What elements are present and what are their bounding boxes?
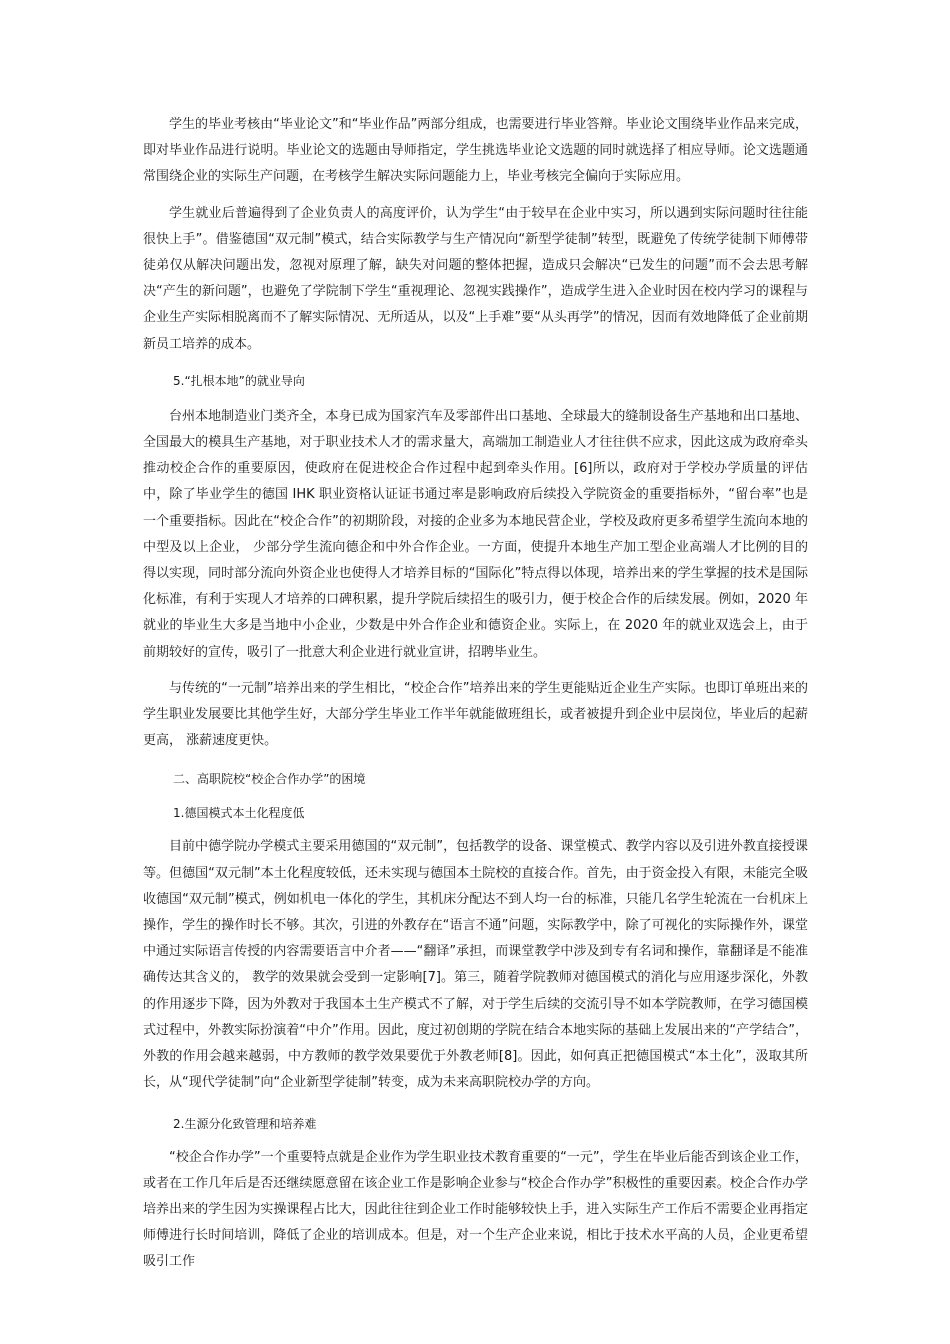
paragraph-employer-evaluation: 学生就业后普遍得到了企业负责人的高度评价，认为学生“由于较早在企业中实习，所以遇到实际问题时往往能很快上手”。借鉴德国“双元制”模式，结合实际教学与生产情况向“新型学徒制”转型，既避免了传统学徒制下师傅带徒弟仅从解决问题出发，忽视对原理了解，缺失对问题的整体把握，造成只会解决“已发生的问题”而不会去思考解决“产生的新问题”，也避免了学院制下学生“重视理论、忽视实践操作”，造成学生进入企业时因在校内学习的课程与企业生产实际相脱离而不了解实际情况、无所适从，以及“上手难”要“从头再学”的情况，因而有效地降低了企业前期新员工培养的成本。 [143,205,808,352]
subsection-heading-student-differentiation: 2.生源分化致管理和培养难 [173,1116,317,1131]
paragraph-school-enterprise: “校企合作办学”一个重要特点就是企业作为学生职业技术教育重要的“一元”，学生在毕业后能否到该企业工作，或者在工作几年后是否还继续愿意留在该企业工作是影响企业参与“校企合作办学”积极性的重要因素。校企合作办学培养出来的学生因为实操课程占比大，因此往往到企业工作时能够较快上手，进入实际生产工作后不需要企业再指定师傅进行长时间培训，降低了企业的培训成本。但是，对一个生产企业来说，相比于技术水平高的人员，企业更希望吸引工作 [143,1149,808,1270]
document-page [143,112,808,1276]
paragraph-graduation-assessment: 学生的毕业考核由“毕业论文”和“毕业作品”两部分组成，也需要进行毕业答辩。毕业论文围绕毕业作品来完成，即对毕业作品进行说明。毕业论文的选题由导师指定，学生挑选毕业论文选题的同时就选择了相应导师。论文选题通常围绕企业的实际生产问题，在考核学生解决实际问题能力上，毕业考核完全偏向于实际应用。 [143,117,808,185]
section-heading-local-employment: 5.“扎根本地”的就业导向 [173,373,305,388]
subsection-heading-localization: 1.德国模式本土化程度低 [173,806,305,821]
paragraph-german-model: 目前中德学院办学模式主要采用德国的“双元制”，包括教学的设备、课堂模式、教学内容以及引进外教直接授课等。但德国“双元制”本土化程度较低，还未实现与德国本土院校的直接合作。首先，由于资金投入有限，未能完全吸收德国“双元制”模式，例如机电一体化的学生，其机床分配达不到人均一台的标准，只能几名学生轮流在一台机床上操作，学生的操作时长不够。其次，引进的外教存在“语言不通”问题，实际教学中，除了可视化的实际操作外，课堂中通过实际语言传授的内容需要语言中介者——“翻译”承担，而课堂教学中涉及到专有名词和操作，靠翻译是不能准确传达其含义的， 教学的效果就会受到一定影响[7]。第三，随着学院教师对德国模式的消化与应用逐步深化，外教的作用逐步下降，因为外教对于我国本土生产模式不了解，对于学生后续的交流引导不如本学院教师，在学习德国模式过程中，外教实际扮演着“中介”作用。因此，度过初创期的学院在结合本地实际的基础上发展出来的“产学结合”，外教的作用会越来越弱，中方教师的教学效果要优于外教老师[8]。因此，如何真正把德国模式“本土化”，汲取其所长，从“现代学徒制”向“企业新型学徒制”转变，成为未来高职院校办学的方向。 [143,839,808,1091]
paragraph-career-development: 与传统的“一元制”培养出来的学生相比，“校企合作”培养出来的学生更能贴近企业生产实际。也即订单班出来的学生职业发展要比其他学生好，大部分学生毕业工作半年就能做班组长，或者被提升到企业中层岗位，毕业后的起薪更高， 涨薪速度更快。 [143,680,808,749]
paragraph-taizhou-manufacturing: 台州本地制造业门类齐全，本身已成为国家汽车及零部件出口基地、全球最大的缝制设备生产基地和出口基地、全国最大的模具生产基地，对于职业技术人才的需求量大，高端加工制造业人才往往供不应求，因此这成为政府牵头推动校企合作的重要原因，使政府在促进校企合作过程中起到牵头作用。[6]所以，政府对于学校办学质量的评估中，除了毕业学生的德国 IHK 职业资格认证证书通过率是影响政府后续投入学院资金的重要指标外，“留台率”也是一个重要指标。因此在“校企合作”的初期阶段，对接的企业多为本地民营企业，学校及政府更多希望学生流向本地的中型及以上企业， 少部分学生流向德企和中外合作企业。一方面，使提升本地生产加工型企业高端人才比例的目的得以实现，同时部分流向外资企业也使得人才培养目标的“国际化”特点得以体现，培养出来的学生掌握的技术是国际化标准，有利于实现人才培养的口碑积累，提升学院后续招生的吸引力，便于校企合作的后续发展。例如，2020 年就业的毕业生大多是当地中小企业，少数是中外合作企业和德资企业。实际上，在 2020 年的就业双选会上，由于前期较好的宣传，吸引了一批意大利企业进行就业宣讲，招聘毕业生。 [143,408,808,660]
section-heading-difficulties: 二、高职院校“校企合作办学”的困境 [173,772,366,787]
